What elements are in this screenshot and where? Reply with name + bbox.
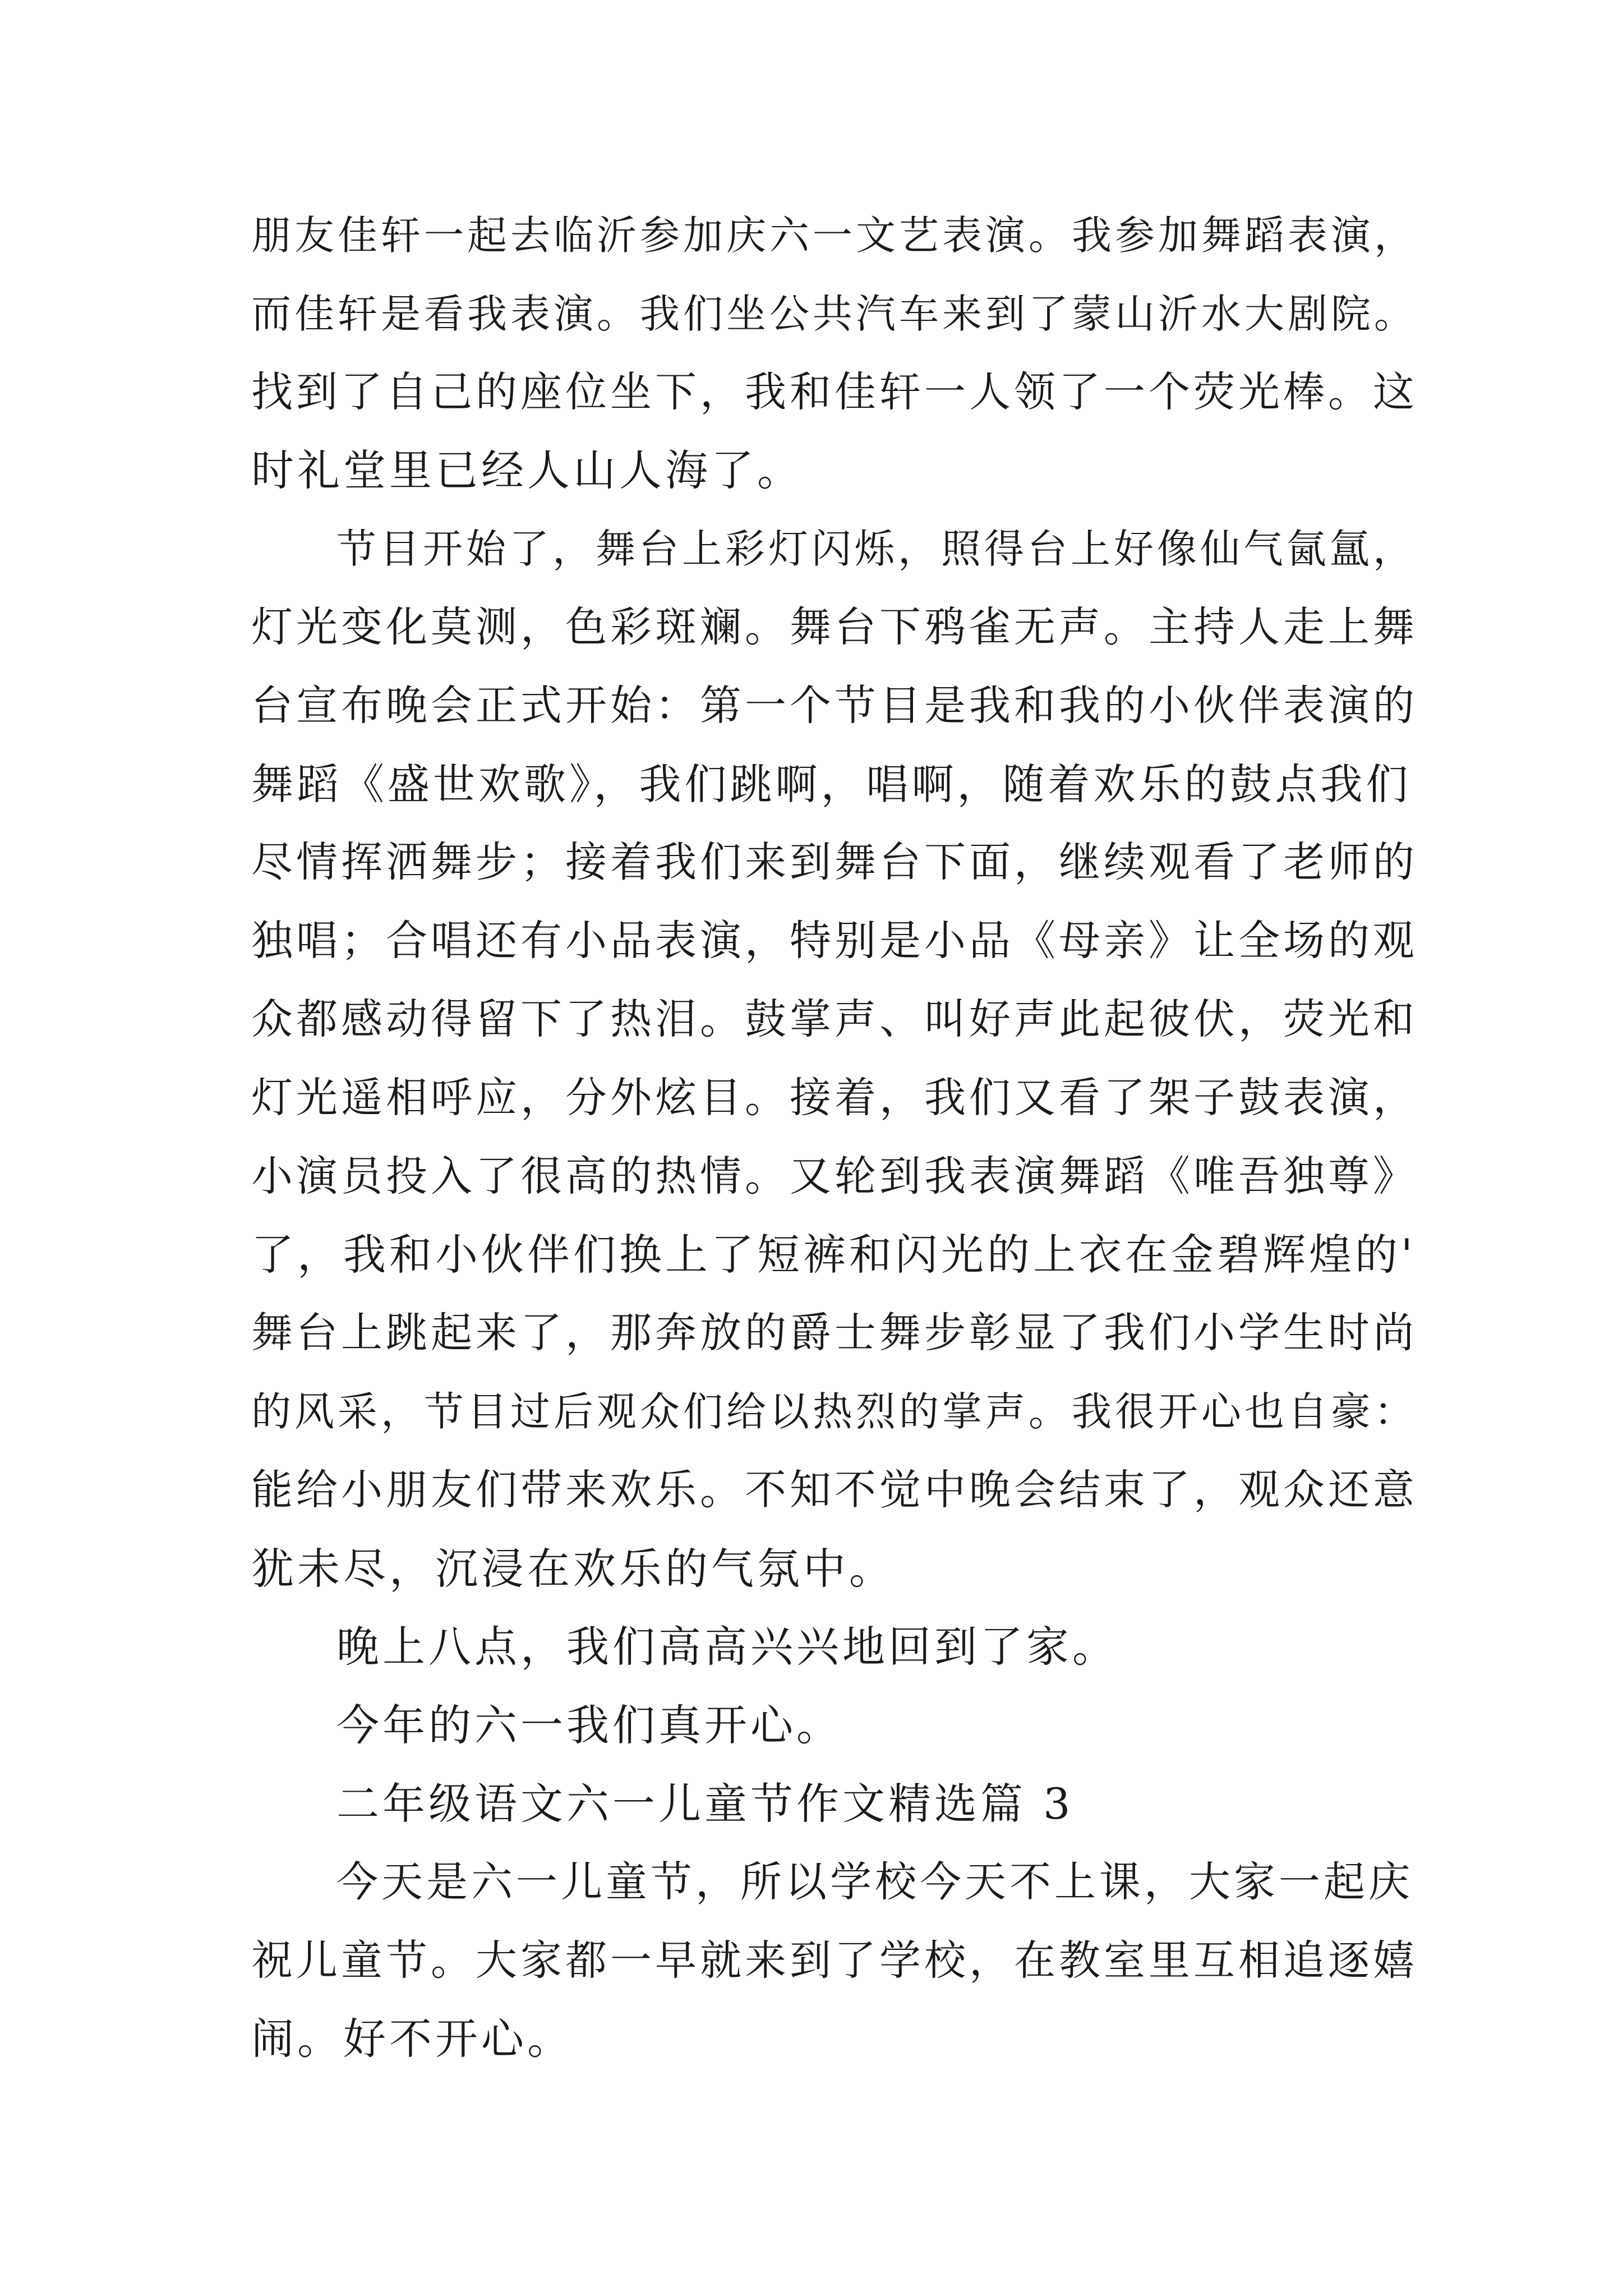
text-line: 舞蹈《盛世欢歌》，我们跳啊，唱啊，随着欢乐的鼓点我们 [251,759,1412,809]
text-line: 节目开始了，舞台上彩灯闪烁，照得台上好像仙气氤氲， [336,526,1417,573]
text-line: 找到了自己的座位坐下，我和佳轩一人领了一个荧光棒。这 [251,367,1418,416]
text-line: 灯光遥相呼应，分外炫目。接着，我们又看了架子鼓表演， [251,1073,1418,1122]
text-line: 时礼堂里已经人山人海了。 [251,445,803,496]
text-line: 祝儿童节。大家都一早就来到了学校，在教室里互相追逐嬉 [251,1936,1418,1985]
text-line: 犹未尽，沉浸在欢乐的气氛中。 [251,1543,895,1594]
text-line: 朋友佳轩一起去临沂参加庆六一文艺表演。我参加舞蹈表演， [251,212,1418,259]
text-line: 二年级语文六一儿童节作文精选篇 3 [336,1778,1074,1829]
text-line: 独唱；合唱还有小品表演，特别是小品《母亲》让全场的观 [251,917,1418,965]
text-line: 晚上八点，我们高高兴兴地回到了家。 [336,1622,1118,1672]
text-line: 今年的六一我们真开心。 [336,1700,842,1751]
text-line: 今天是六一儿童节，所以学校今天不上课，大家一起庆 [336,1857,1413,1906]
text-line: 舞台上跳起来了，那奔放的爵士舞步彰显了我们小学生时尚 [251,1309,1418,1358]
text-line: 了，我和小伙伴们换上了短裤和闪光的上衣在金碧辉煌的' [251,1230,1416,1280]
text-line: 台宣布晚会正式开始：第一个节目是我和我的小伙伴表演的 [251,681,1418,730]
text-line: 尽情挥洒舞步；接着我们来到舞台下面，继续观看了老师的 [251,838,1418,887]
text-line: 能给小朋友们带来欢乐。不知不觉中晚会结束了，观众还意 [251,1465,1418,1514]
text-line: 小演员投入了很高的热情。又轮到我表演舞蹈《唯吾独尊》 [251,1152,1418,1200]
document-body [251,196,1418,2078]
text-line: 灯光变化莫测，色彩斑斓。舞台下鸦雀无声。主持人走上舞 [251,602,1418,651]
text-line: 众都感动得留下了热泪。鼓掌声、叫好声此起彼伏，荧光和 [251,995,1418,1043]
text-line: 闹。好不开心。 [251,2014,573,2064]
text-line: 而佳轩是看我表演。我们坐公共汽车来到了蒙山沂水大剧院。 [251,290,1418,337]
text-line: 的风采，节目过后观众们给以热烈的掌声。我很开心也自豪： [251,1388,1418,1435]
